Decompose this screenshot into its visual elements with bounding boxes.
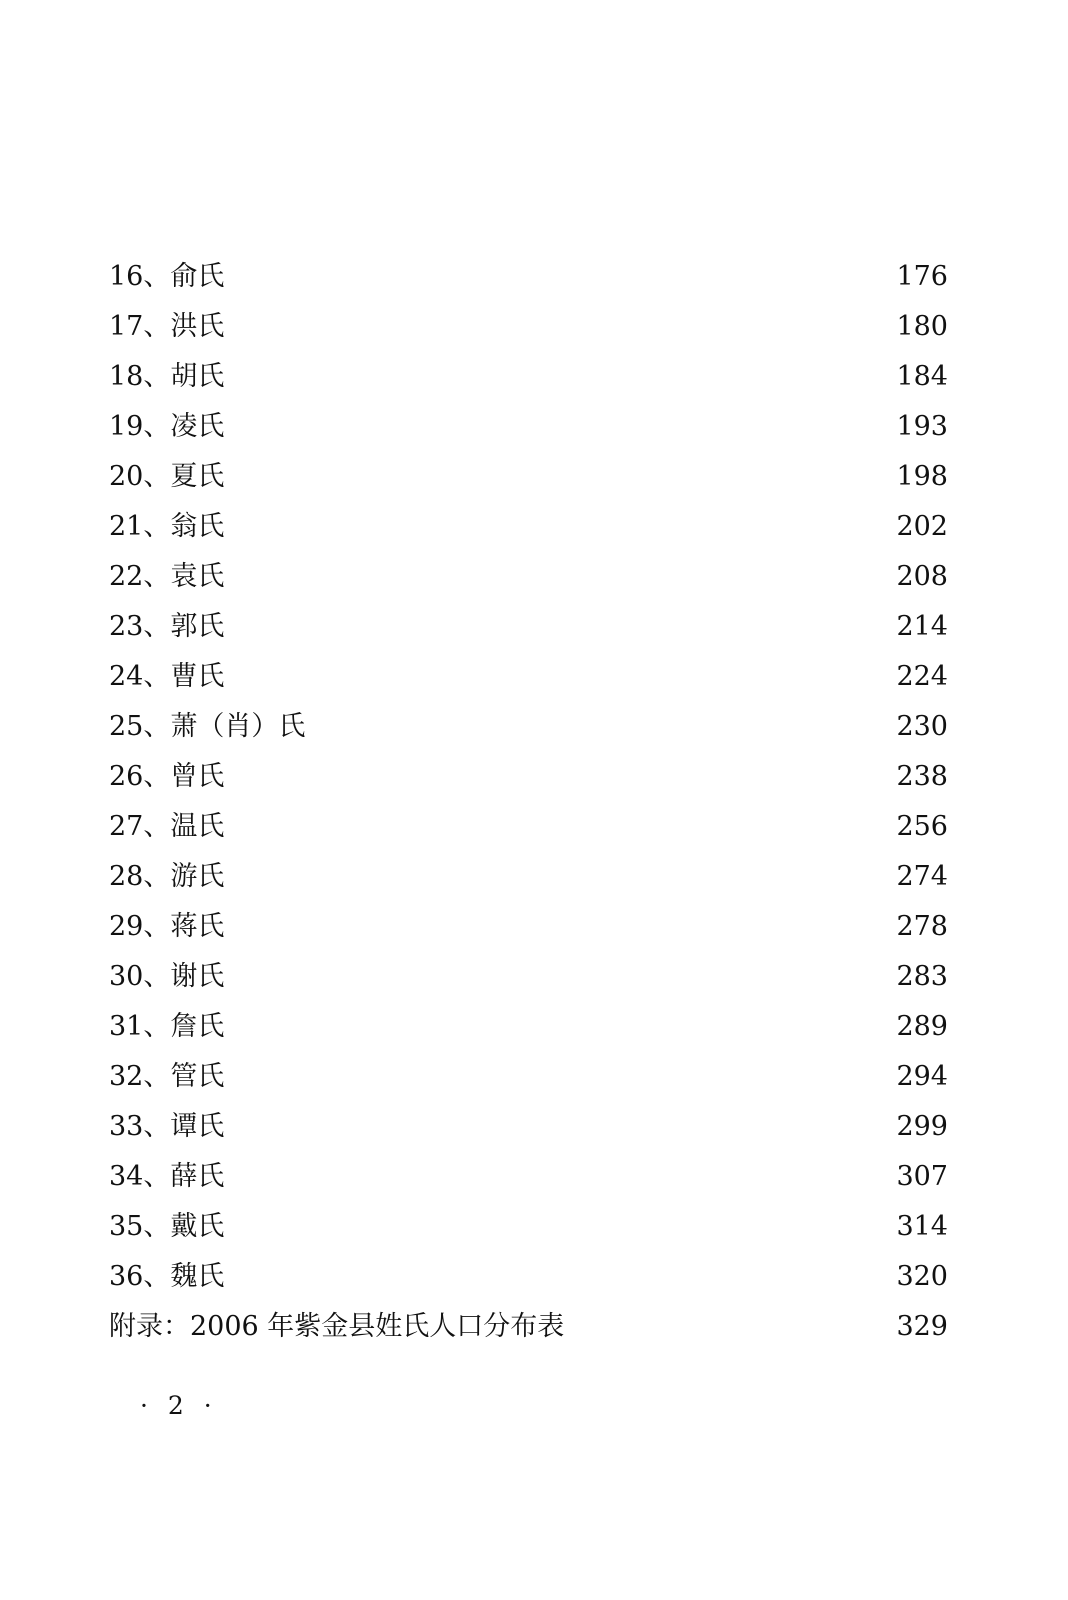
dot-leader — [242, 457, 882, 497]
toc-entry — [109, 552, 948, 602]
toc-entry-page: 224 — [896, 661, 948, 692]
dot-leader — [242, 1007, 882, 1047]
dot-leader — [242, 1057, 882, 1097]
toc-entry — [109, 1252, 948, 1302]
toc-entry-page: 230 — [896, 711, 948, 742]
dot-leader — [242, 357, 882, 397]
toc-entry — [109, 502, 948, 552]
toc-entry-label: 16、俞氏 — [109, 261, 225, 292]
toc-entry — [109, 902, 948, 952]
toc-entry-label: 24、曹氏 — [109, 661, 225, 692]
toc-entry — [109, 1052, 948, 1102]
toc-entry-label: 29、蒋氏 — [109, 911, 225, 942]
toc-entry — [109, 1152, 948, 1202]
toc-entry — [109, 1302, 948, 1352]
toc-entry-label: 21、翁氏 — [109, 511, 225, 542]
toc-entry-page: 299 — [896, 1111, 948, 1142]
toc-entry-page: 320 — [896, 1261, 948, 1292]
toc-entry-page: 278 — [896, 911, 948, 942]
toc-entry-page: 184 — [896, 361, 948, 392]
dot-leader — [242, 407, 882, 447]
page-number: · 2 · — [140, 1391, 218, 1420]
toc-entry-label: 34、薛氏 — [109, 1161, 225, 1192]
toc-entry-page: 176 — [896, 261, 948, 292]
dot-leader — [242, 657, 882, 697]
toc-entry-page: 329 — [896, 1311, 948, 1342]
toc-entry — [109, 602, 948, 652]
toc-entry-label: 附录：2006 年紫金县姓氏人口分布表 — [109, 1311, 565, 1342]
toc-entry-label: 23、郭氏 — [109, 611, 225, 642]
dot-leader — [242, 1257, 882, 1297]
toc-entry — [109, 1102, 948, 1152]
toc-entry-label: 30、谢氏 — [109, 961, 225, 992]
toc-entry-label: 36、魏氏 — [109, 1261, 225, 1292]
dot-leader — [242, 557, 882, 597]
toc-entry-label: 35、戴氏 — [109, 1211, 225, 1242]
dot-leader — [242, 857, 882, 897]
toc-entry — [109, 952, 948, 1002]
toc-entry-page: 314 — [896, 1211, 948, 1242]
toc-entry — [109, 752, 948, 802]
toc-entry-label: 20、夏氏 — [109, 461, 225, 492]
toc-entry-label: 18、胡氏 — [109, 361, 225, 392]
toc-entry — [109, 402, 948, 452]
toc-entry — [109, 652, 948, 702]
toc-entry-page: 214 — [896, 611, 948, 642]
toc-entry — [109, 852, 948, 902]
toc-entry-page: 198 — [896, 461, 948, 492]
dot-leader — [242, 1107, 882, 1147]
toc-entry — [109, 702, 948, 752]
toc-entry-label: 33、谭氏 — [109, 1111, 225, 1142]
toc-entry — [109, 252, 948, 302]
dot-leader — [242, 307, 882, 347]
toc-entry-page: 180 — [896, 311, 948, 342]
toc-entry-page: 238 — [896, 761, 948, 792]
toc-entry-page: 283 — [896, 961, 948, 992]
toc-entry-page: 193 — [896, 411, 948, 442]
toc-entry — [109, 302, 948, 352]
toc-entry-page: 289 — [896, 1011, 948, 1042]
dot-leader — [242, 757, 882, 797]
dot-leader — [242, 907, 882, 947]
dot-leader — [242, 957, 882, 997]
dot-leader — [242, 1157, 882, 1197]
toc-entry-label: 25、萧（肖）氏 — [109, 711, 306, 742]
toc-entry-label: 17、洪氏 — [109, 311, 225, 342]
dot-leader — [582, 1307, 882, 1347]
toc-entry-label: 28、游氏 — [109, 861, 225, 892]
toc-entry-label: 26、曾氏 — [109, 761, 225, 792]
toc-entry-page: 307 — [896, 1161, 948, 1192]
toc-entry-label: 19、凌氏 — [109, 411, 225, 442]
toc-entry-label: 27、温氏 — [109, 811, 225, 842]
toc-entry — [109, 1202, 948, 1252]
toc-entry — [109, 1002, 948, 1052]
toc-entry-label: 31、詹氏 — [109, 1011, 225, 1042]
toc-entry-label: 22、袁氏 — [109, 561, 225, 592]
toc-entry — [109, 802, 948, 852]
toc-entry-page: 256 — [896, 811, 948, 842]
toc-entry — [109, 452, 948, 502]
toc-entry — [109, 352, 948, 402]
dot-leader — [323, 707, 882, 747]
toc-entry-label: 32、管氏 — [109, 1061, 225, 1092]
toc-entry-page: 274 — [896, 861, 948, 892]
dot-leader — [242, 807, 882, 847]
dot-leader — [242, 257, 882, 297]
toc-entry-page: 208 — [896, 561, 948, 592]
toc-entry-page: 202 — [896, 511, 948, 542]
table-of-contents — [109, 252, 948, 1352]
toc-entry-page: 294 — [896, 1061, 948, 1092]
dot-leader — [242, 507, 882, 547]
dot-leader — [242, 607, 882, 647]
dot-leader — [242, 1207, 882, 1247]
